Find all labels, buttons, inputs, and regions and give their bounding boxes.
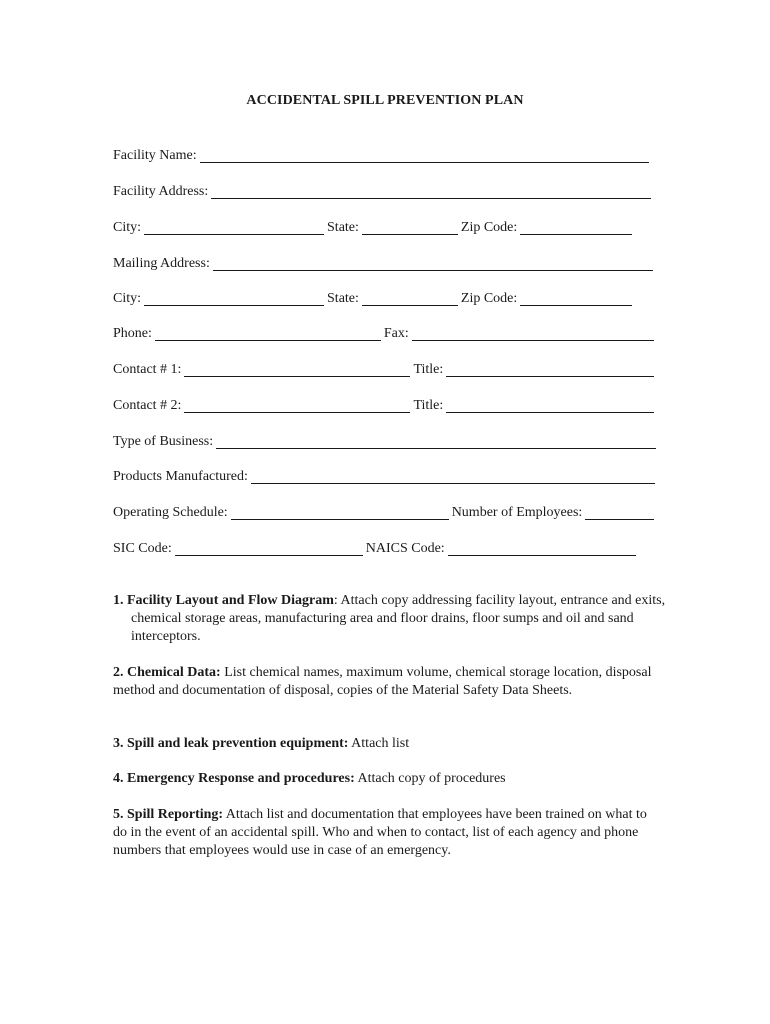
contact-2-title-label: Title:	[413, 398, 444, 413]
operating-schedule-label: Operating Schedule:	[113, 505, 228, 520]
products-manufactured-row	[113, 466, 657, 486]
instruction-2-heading: 2. Chemical Data:	[113, 665, 221, 680]
zip-code-field[interactable]	[520, 220, 632, 235]
instruction-item-5	[113, 806, 658, 860]
instruction-item-4	[113, 770, 658, 788]
contact-1-title-field[interactable]	[446, 362, 654, 377]
mailing-address-field[interactable]	[213, 256, 653, 271]
facility-address-row	[113, 181, 657, 201]
contact-1-field[interactable]	[184, 362, 410, 377]
type-of-business-label: Type of Business:	[113, 434, 214, 449]
number-of-employees-field[interactable]	[585, 505, 654, 520]
phone-field[interactable]	[155, 326, 381, 341]
mailing-address-row	[113, 253, 657, 273]
facility-name-row	[113, 145, 657, 165]
mailing-city-state-zip-row	[113, 288, 657, 308]
type-of-business-field[interactable]	[216, 434, 656, 449]
city-label: City:	[113, 220, 142, 235]
mailing-zip-code-field[interactable]	[520, 291, 632, 306]
operating-schedule-field[interactable]	[231, 505, 449, 520]
mailing-state-field[interactable]	[362, 291, 458, 306]
instruction-4-text: Attach copy of procedures	[354, 771, 506, 786]
instruction-item-2	[113, 664, 658, 700]
contact-2-field[interactable]	[184, 398, 410, 413]
form-title: ACCIDENTAL SPILL PREVENTION PLAN	[246, 93, 524, 108]
facility-address-field[interactable]	[211, 184, 651, 199]
sic-code-label: SIC Code:	[113, 541, 172, 556]
city-field[interactable]	[144, 220, 324, 235]
contact-1-row	[113, 359, 657, 379]
state-field[interactable]	[362, 220, 458, 235]
instruction-item-1	[113, 592, 676, 646]
mailing-city-field[interactable]	[144, 291, 324, 306]
mailing-state-label: State:	[327, 291, 359, 306]
contact-1-title-label: Title:	[413, 362, 444, 377]
facility-name-label: Facility Name:	[113, 148, 197, 163]
contact-2-label: Contact # 2:	[113, 398, 182, 413]
fax-label: Fax:	[383, 326, 409, 341]
naics-code-field[interactable]	[448, 541, 636, 556]
instruction-1-text: : Attach copy addressing facility layout, entrance and exits, chemical storage areas, manufacturing area and floor drains, floor sumps and oil and sand interceptors.	[131, 593, 666, 644]
sic-naics-row	[113, 538, 657, 558]
operating-schedule-row	[113, 502, 657, 522]
sic-code-field[interactable]	[175, 541, 363, 556]
type-of-business-row	[113, 431, 657, 451]
facility-name-field[interactable]	[200, 148, 649, 163]
contact-2-title-field[interactable]	[446, 398, 654, 413]
contact-1-label: Contact # 1:	[113, 362, 182, 377]
mailing-address-label: Mailing Address:	[113, 256, 210, 271]
instruction-4-heading: 4. Emergency Response and procedures:	[113, 771, 355, 786]
instruction-2-text: List chemical names, maximum volume, chemical storage location, disposal method and documentation of disposal, copies of the Material Safety Data Sheets.	[113, 665, 652, 698]
phone-label: Phone:	[113, 326, 152, 341]
instruction-3-text: Attach list	[348, 736, 410, 751]
facility-address-label: Facility Address:	[113, 184, 209, 199]
zip-code-label: Zip Code:	[460, 220, 518, 235]
phone-fax-row	[113, 323, 657, 343]
instruction-5-heading: 5. Spill Reporting:	[113, 807, 224, 822]
products-manufactured-label: Products Manufactured:	[113, 469, 248, 484]
contact-2-row	[113, 395, 657, 415]
instruction-3-heading: 3. Spill and leak prevention equipment:	[113, 736, 349, 751]
state-label: State:	[327, 220, 359, 235]
instruction-1-heading: 1. Facility Layout and Flow Diagram	[113, 593, 334, 608]
instruction-5-text: Attach list and documentation that employees have been trained on what to do in the event of an accidental spill. Who and when to contact, list of each agency and phone numbers that employees would use in case of an emergency.	[113, 807, 647, 858]
naics-code-label: NAICS Code:	[365, 541, 445, 556]
instruction-item-3	[113, 735, 658, 753]
number-of-employees-label: Number of Employees:	[451, 505, 583, 520]
fax-field[interactable]	[412, 326, 654, 341]
products-manufactured-field[interactable]	[251, 469, 655, 484]
mailing-zip-code-label: Zip Code:	[460, 291, 518, 306]
mailing-city-label: City:	[113, 291, 142, 306]
city-state-zip-row	[113, 217, 657, 237]
